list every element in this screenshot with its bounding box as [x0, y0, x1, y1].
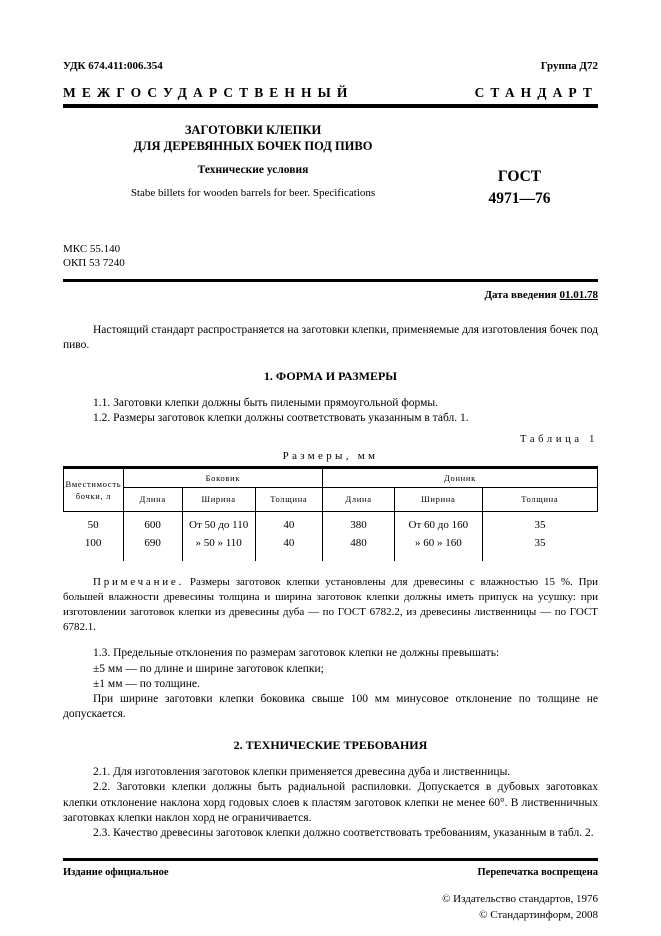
table-cell: 35 — [482, 512, 597, 533]
effective-date-label: Дата введения — [484, 288, 557, 301]
document-subtitle: Технические условия — [197, 163, 309, 176]
official-edition-label: Издание официальное — [63, 867, 169, 879]
table-subheader-width-2: Ширина — [395, 488, 483, 512]
section-1-heading: 1. ФОРМА И РАЗМЕРЫ — [263, 368, 398, 383]
table-cell: От 50 до 110 — [182, 512, 255, 533]
paragraph-1-3: 1.3. Предельные отклонения по размерам заготовок клепки не должны превышать: — [93, 647, 500, 660]
copyright-line-2: © Стандартинформ, 2008 — [479, 909, 598, 921]
effective-date-value: 01.01.78 — [559, 288, 598, 301]
table-cell: 380 — [322, 512, 394, 533]
udk-code: УДК 674.411:006.354 — [63, 60, 163, 72]
gost-number-line2: 4971—76 — [488, 189, 551, 207]
table-subheader-length-2: Длина — [322, 488, 394, 512]
standard-kind-word1: МЕЖГОСУДАРСТВЕННЫЙ — [63, 85, 354, 100]
table-cell: » 50 » 110 — [182, 533, 255, 561]
table-note — [63, 575, 598, 634]
table-cell: 100 — [64, 533, 124, 561]
gost-number — [441, 166, 598, 209]
dimensions-table — [63, 466, 598, 561]
codes-divider — [63, 279, 598, 282]
table-header-capacity: Вместимость бочки, л — [64, 468, 124, 512]
copyright-line-1: © Издательство стандартов, 1976 — [442, 893, 598, 906]
document-subtitle-english: Stabe billets for wooden barrels for beer. Specifications — [130, 186, 376, 199]
table-subheader-thickness-1: Толщина — [255, 488, 322, 512]
table-cell: 690 — [123, 533, 182, 561]
footer-divider — [63, 858, 598, 861]
group-code: Группа Д72 — [540, 60, 598, 72]
table-cell: 50 — [64, 512, 124, 533]
table-cell: От 60 до 160 — [395, 512, 483, 533]
paragraph-1-3-note: При ширине заготовки клепки боковика свыше 100 мм минусовое отклонение по толщине не допускается. — [63, 692, 598, 721]
standard-kind-word2: СТАНДАРТ — [474, 85, 598, 100]
section-2-heading: 2. ТЕХНИЧЕСКИЕ ТРЕБОВАНИЯ — [233, 738, 428, 753]
table-1-label: Таблица 1 — [520, 434, 598, 446]
table-cell: 480 — [322, 533, 394, 561]
table-cell: 40 — [255, 512, 322, 533]
document-title — [63, 122, 443, 155]
note-text: Размеры заготовок клепки установлены для древесины с влажностью 15 %. При большей влажности древесины толщина и ширина заготовок клепки должны иметь припуск на усушку: при изготовлении заготовок клепки из древесины дуба — по ГОСТ 6782.2, из древесины лиственницы — по ГОСТ 6782.1. — [63, 575, 599, 633]
table-subheader-width-1: Ширина — [182, 488, 255, 512]
paragraph-2-1: 2.1. Для изготовления заготовок клепки применяется древесина дуба и лиственницы. — [93, 766, 511, 779]
table-cell: » 60 » 160 — [395, 533, 483, 561]
paragraph-1-2: 1.2. Размеры заготовок клепки должны соответствовать указанным в табл. 1. — [93, 412, 469, 425]
table-header-group-side: Боковик — [123, 468, 322, 488]
header-divider — [63, 104, 598, 108]
okp-code: ОКП 53 7240 — [63, 257, 125, 270]
mks-code: МКС 55.140 — [63, 243, 121, 255]
intro-paragraph: Настоящий стандарт распространяется на заготовки клепки, применяемые для изготовления бочек под пиво. — [63, 323, 598, 351]
effective-date — [63, 289, 598, 301]
table-subheader-length-1: Длина — [123, 488, 182, 512]
gost-number-line1: ГОСТ — [497, 168, 542, 185]
classification-codes — [63, 242, 598, 271]
paragraph-2-2: 2.2. Заготовки клепки должны быть радиальной распиловки. Допускается в дубовых заготовках клепки отклонение наклона хорд годовых слоев к пластям заготовок клепки не менее 60°. В лиственничных заготовках клепки наклон хорд не ограничивается. — [63, 781, 598, 824]
reprint-prohibited-label: Перепечатка воспрещена — [477, 867, 598, 879]
meta-row — [63, 60, 598, 72]
title-block — [63, 122, 598, 222]
table-cell: 40 — [255, 533, 322, 561]
table-cell: 600 — [123, 512, 182, 533]
document-title-line2: ДЛЯ ДЕРЕВЯННЫХ БОЧЕК ПОД ПИВО — [133, 139, 373, 154]
note-label: Примечание. — [93, 575, 184, 588]
footer-row — [63, 867, 598, 878]
paragraph-1-3-item2: ±1 мм — по толщине. — [93, 677, 200, 690]
document-title-line1: ЗАГОТОВКИ КЛЕПКИ — [184, 123, 322, 137]
table-header-group-bottom: Донник — [322, 468, 597, 488]
paragraph-1-3-item1: ±5 мм — по длине и ширине заготовок клепки; — [93, 662, 324, 675]
table-cell: 35 — [482, 533, 597, 561]
table-1-caption: Размеры, мм — [282, 450, 379, 463]
standard-kind-heading — [63, 85, 598, 101]
paragraph-2-3: 2.3. Качество древесины заготовок клепки должно соответствовать требованиям, указанным в табл. 2. — [93, 826, 594, 839]
paragraph-1-1: 1.1. Заготовки клепки должны быть пилеными прямоугольной формы. — [93, 396, 438, 409]
copyright-block — [63, 892, 598, 924]
table-subheader-thickness-2: Толщина — [482, 488, 597, 512]
